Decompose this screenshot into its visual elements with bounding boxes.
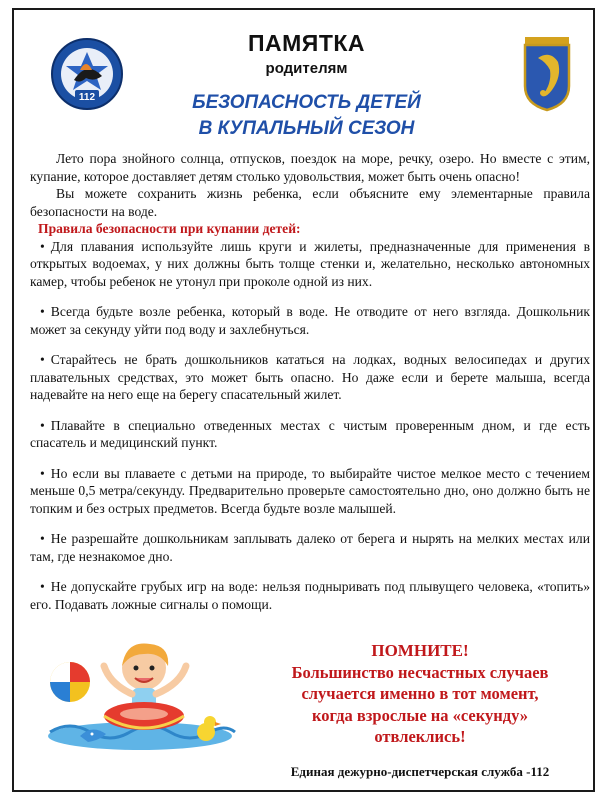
rule-text: Не допускайте грубых игр на воде: нельзя подныривать под плывущего человека, «топить» его. Подавать ложные сигналы о помощи.	[30, 579, 590, 612]
rule-item	[30, 578, 590, 613]
headline	[0, 90, 613, 142]
rule-text: Плавайте в специально отведенных местах с чистым проверенным дном, и где есть спасатель и медицинский пункт.	[30, 417, 590, 450]
remember-title: ПОМНИТЕ!	[371, 641, 469, 660]
emblem-112-text: 112	[78, 92, 96, 103]
rule-item	[30, 351, 590, 404]
rules-title: Правила безопасности при купании детей:	[38, 221, 301, 236]
remember-block	[250, 640, 590, 748]
intro-paragraph-2: Вы можете сохранить жизнь ребенка, если объясните ему элементарные правила безопасности на воде.	[30, 186, 590, 219]
remember-line-2: случается именно в тот момент,	[301, 684, 539, 703]
bullet-icon: •	[40, 579, 45, 594]
memo-body	[30, 150, 590, 626]
rule-text: Для плавания используйте лишь круги и жилеты, предназначенные для применения в открытых водоемах, у них должны быть толще стенки и, желательно, несколько автономных камер, чтобы ребенок не утонул при проколе одной из них.	[30, 238, 590, 289]
rule-text: Не разрешайте дошкольникам заплывать далеко от берега и нырять на мелких местах или там, где незнакомое дно.	[30, 531, 590, 564]
rule-item	[30, 417, 590, 452]
child-swimming-ring-icon	[40, 636, 240, 754]
bullet-icon: •	[40, 465, 45, 481]
page-subtitle: родителям	[265, 60, 348, 77]
page-title: ПАМЯТКА	[247, 30, 366, 56]
bullet-icon: •	[40, 417, 45, 433]
bullet-icon: •	[40, 531, 45, 546]
rule-item	[30, 530, 590, 565]
bullet-icon: •	[40, 352, 45, 367]
remember-line-3: когда взрослые на «секунду»	[311, 705, 529, 725]
headline-line-1: БЕЗОПАСНОСТЬ ДЕТЕЙ	[192, 92, 421, 113]
rule-text: Всегда будьте возле ребенка, который в воде. Не отводите от него взгляда. Дошкольник может за секунду уйти под воду и захлебнуться.	[30, 304, 590, 337]
remember-line-4: отвлеклись!	[374, 727, 466, 746]
bullet-icon: •	[40, 238, 45, 254]
rule-text: Но если вы плаваете с детьми на природе, то выбирайте чистое мелкое место с течением меньше 0,5 метра/секунду. Предварительно проверьте самостоятельно дно, оно должно быть не топким и без острых предметов. Всегда будьте возле малышей.	[30, 465, 590, 516]
footer-service-name: Единая дежурно-диспетчерская служба -112	[290, 764, 550, 779]
headline-line-2: В КУПАЛЬНЫЙ СЕЗОН	[198, 118, 415, 139]
remember-line-1: Большинство несчастных случаев	[291, 662, 549, 682]
bullet-icon: •	[40, 304, 45, 319]
rule-item	[30, 238, 590, 291]
rule-text: Старайтесь не брать дошкольников кататься на лодках, водных велосипедах и других плавательных средствах, это может быть опасно. Но даже если и берете малыша, всегда надевайте на него еще на берегу спасательный жилет.	[30, 352, 590, 402]
intro-paragraph-1: Лето пора знойного солнца, отпусков, поездок на море, речку, озеро. Но вместе с этим, купание, которое доставляет детям столько удовольствия, может быть очень опасно!	[30, 151, 590, 184]
rule-item	[30, 465, 590, 518]
rules-list	[30, 238, 590, 614]
rule-item	[30, 303, 590, 338]
